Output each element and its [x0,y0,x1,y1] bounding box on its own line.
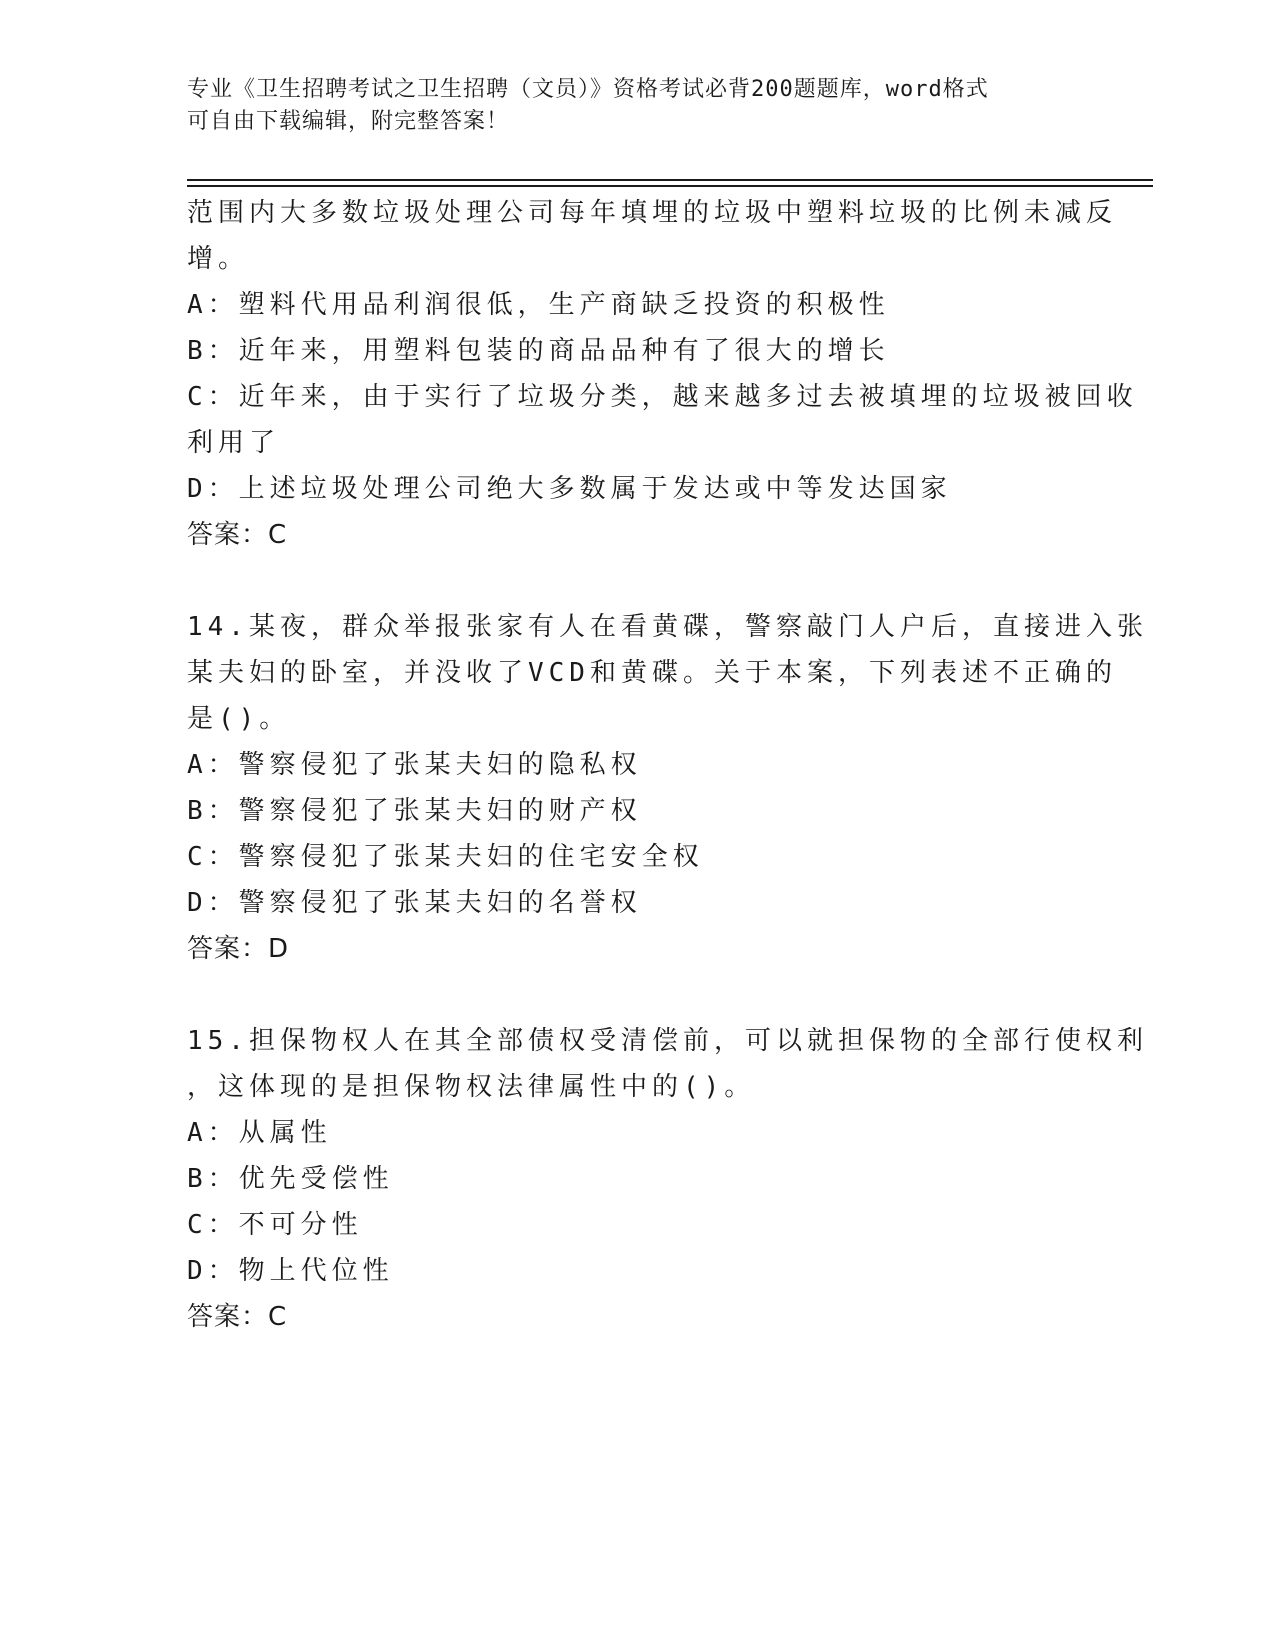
question-13-text-line-2: 增。 [187,244,250,274]
question-14-option-c: C：警察侵犯了张某夫妇的住宅安全权 [187,842,704,872]
header-rule-bottom [187,185,1153,187]
question-13-option-a: A：塑料代用品利润很低，生产商缺乏投资的积极性 [187,290,890,320]
question-15-option-b: B：优先受偿性 [187,1164,394,1194]
question-14-answer: 答案：D [187,934,290,964]
question-14-option-b: B：警察侵犯了张某夫妇的财产权 [187,796,642,826]
question-14-text-line-3: 是()。 [187,704,291,734]
header-rule-top [187,179,1153,181]
question-content [187,190,1148,1340]
question-13-option-c-line-2: 利用了 [187,428,281,458]
question-spacer [187,972,1087,1018]
question-15-option-d: D：物上代位性 [187,1256,394,1286]
question-13-option-b: B：近年来，用塑料包装的商品品种有了很大的增长 [187,336,890,366]
question-13-text-line-1: 范围内大多数垃圾处理公司每年填埋的垃圾中塑料垃圾的比例未减反 [187,198,1118,228]
question-15-text-line-1: 15.担保物权人在其全部债权受清偿前，可以就担保物的全部行使权利 [187,1026,1148,1056]
question-13-answer: 答案：C [187,520,288,550]
question-14-option-d: D：警察侵犯了张某夫妇的名誉权 [187,888,642,918]
question-spacer [187,558,1087,604]
question-15-text-line-2: ，这体现的是担保物权法律属性中的()。 [187,1072,756,1102]
question-15-block [187,1018,1148,1340]
question-14-block [187,604,1148,972]
question-13-option-d: D：上述垃圾处理公司绝大多数属于发达或中等发达国家 [187,474,952,504]
question-14-option-a: A：警察侵犯了张某夫妇的隐私权 [187,750,642,780]
header-line-2: 可自由下载编辑，附完整答案！ [187,109,510,134]
question-15-answer: 答案：C [187,1302,288,1332]
document-header [187,74,1087,138]
question-15-option-c: C：不可分性 [187,1210,363,1240]
header-line-1: 专业《卫生招聘考试之卫生招聘（文员）》资格考试必背200题题库，word格式 [187,77,989,102]
question-13-block [187,190,1138,558]
question-14-text-line-2: 某夫妇的卧室，并没收了VCD和黄碟。关于本案，下列表述不正确的 [187,658,1117,688]
question-14-text-line-1: 14.某夜，群众举报张家有人在看黄碟，警察敲门人户后，直接进入张 [187,612,1148,642]
question-13-option-c-line-1: C：近年来，由于实行了垃圾分类，越来越多过去被填埋的垃圾被回收 [187,382,1138,412]
question-15-option-a: A：从属性 [187,1118,332,1148]
